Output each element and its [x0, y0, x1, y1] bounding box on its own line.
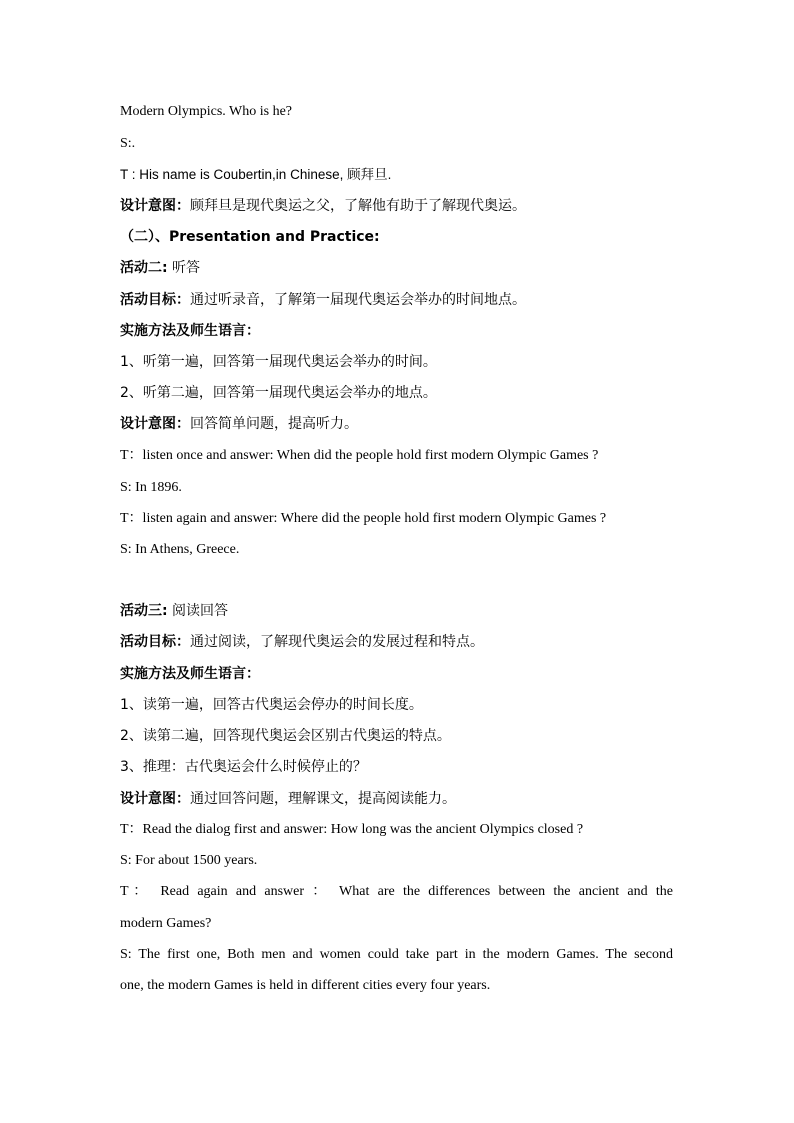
text-run: 1、读第一遍，回答古代奥运会停办的时间长度。 — [120, 697, 423, 713]
list-item — [120, 353, 437, 372]
dialog-line: T：listen once and answer: When did the people hold first modern Olympic Games ? — [120, 448, 599, 463]
section-label: 设计意图： — [120, 791, 190, 807]
section-label: 活动目标： — [120, 634, 190, 650]
design-intent-line — [120, 197, 526, 216]
text-run: 通过阅读，了解现代奥运会的发展过程和特点。 — [190, 634, 484, 650]
text-run: 3、推理：古代奥运会什么时候停止的？ — [120, 759, 367, 775]
section-label: 实施方法及师生语言： — [120, 666, 260, 682]
text-run: 听答 — [167, 260, 201, 276]
activity-goal-line — [120, 633, 484, 652]
text-run: 通过听录音，了解第一届现代奥运会举办的时间地点。 — [190, 292, 526, 308]
section-label: 活动目标： — [120, 292, 190, 308]
list-item — [120, 758, 367, 777]
text-run: 2、读第二遍，回答现代奥运会区别古代奥运的特点。 — [120, 728, 451, 744]
text-run: 通过回答问题，理解课文，提高阅读能力。 — [190, 791, 456, 807]
design-intent-line — [120, 415, 358, 434]
text-run: T : His name is Coubertin,in Chinese, 顾拜旦. — [120, 167, 392, 182]
section-label: 设计意图： — [120, 416, 190, 432]
section-label: 活动二: — [120, 260, 168, 276]
text-run: 顾拜旦是现代奥运之父，了解他有助于了解现代奥运。 — [190, 198, 526, 214]
dialog-line: S: The first one, Both men and women could take part in the modern Games. The second — [120, 947, 673, 962]
section-label: 设计意图： — [120, 198, 190, 214]
text-run: 2、听第二遍，回答第一届现代奥运会举办的地点。 — [120, 385, 437, 401]
dialog-line: modern Games? — [120, 916, 212, 931]
text-line — [120, 166, 391, 185]
list-item — [120, 727, 451, 746]
method-heading — [120, 322, 260, 341]
section-label: 实施方法及师生语言： — [120, 323, 260, 339]
activity-goal-line — [120, 291, 526, 310]
dialog-line: T：listen again and answer: Where did the people hold first modern Olympic Games ? — [120, 511, 607, 526]
text-line: S:. — [120, 136, 136, 151]
list-item — [120, 384, 437, 403]
activity-heading — [120, 602, 228, 621]
dialog-line: T：Read the dialog first and answer: How long was the ancient Olympics closed ? — [120, 822, 584, 837]
dialog-line: S: In 1896. — [120, 480, 182, 495]
text-run: （二）、Presentation and Practice: — [120, 229, 380, 245]
text-run: 1、听第一遍，回答第一届现代奥运会举办的时间。 — [120, 354, 437, 370]
text-run: 阅读回答 — [167, 603, 229, 619]
dialog-line: S: In Athens, Greece. — [120, 542, 240, 557]
dialog-line: S: For about 1500 years. — [120, 853, 258, 868]
list-item — [120, 696, 423, 715]
activity-heading — [120, 259, 200, 278]
section-label: 活动三: — [120, 603, 168, 619]
design-intent-line — [120, 790, 456, 809]
text-run: 回答简单问题，提高听力。 — [190, 416, 358, 432]
section-heading — [120, 228, 380, 247]
text-line: Modern Olympics. Who is he? — [120, 104, 292, 119]
dialog-line: one, the modern Games is held in different cities every four years. — [120, 978, 491, 993]
method-heading — [120, 665, 260, 684]
dialog-line: T： Read again and answer ： What are the differences between the ancient and the — [120, 884, 673, 899]
